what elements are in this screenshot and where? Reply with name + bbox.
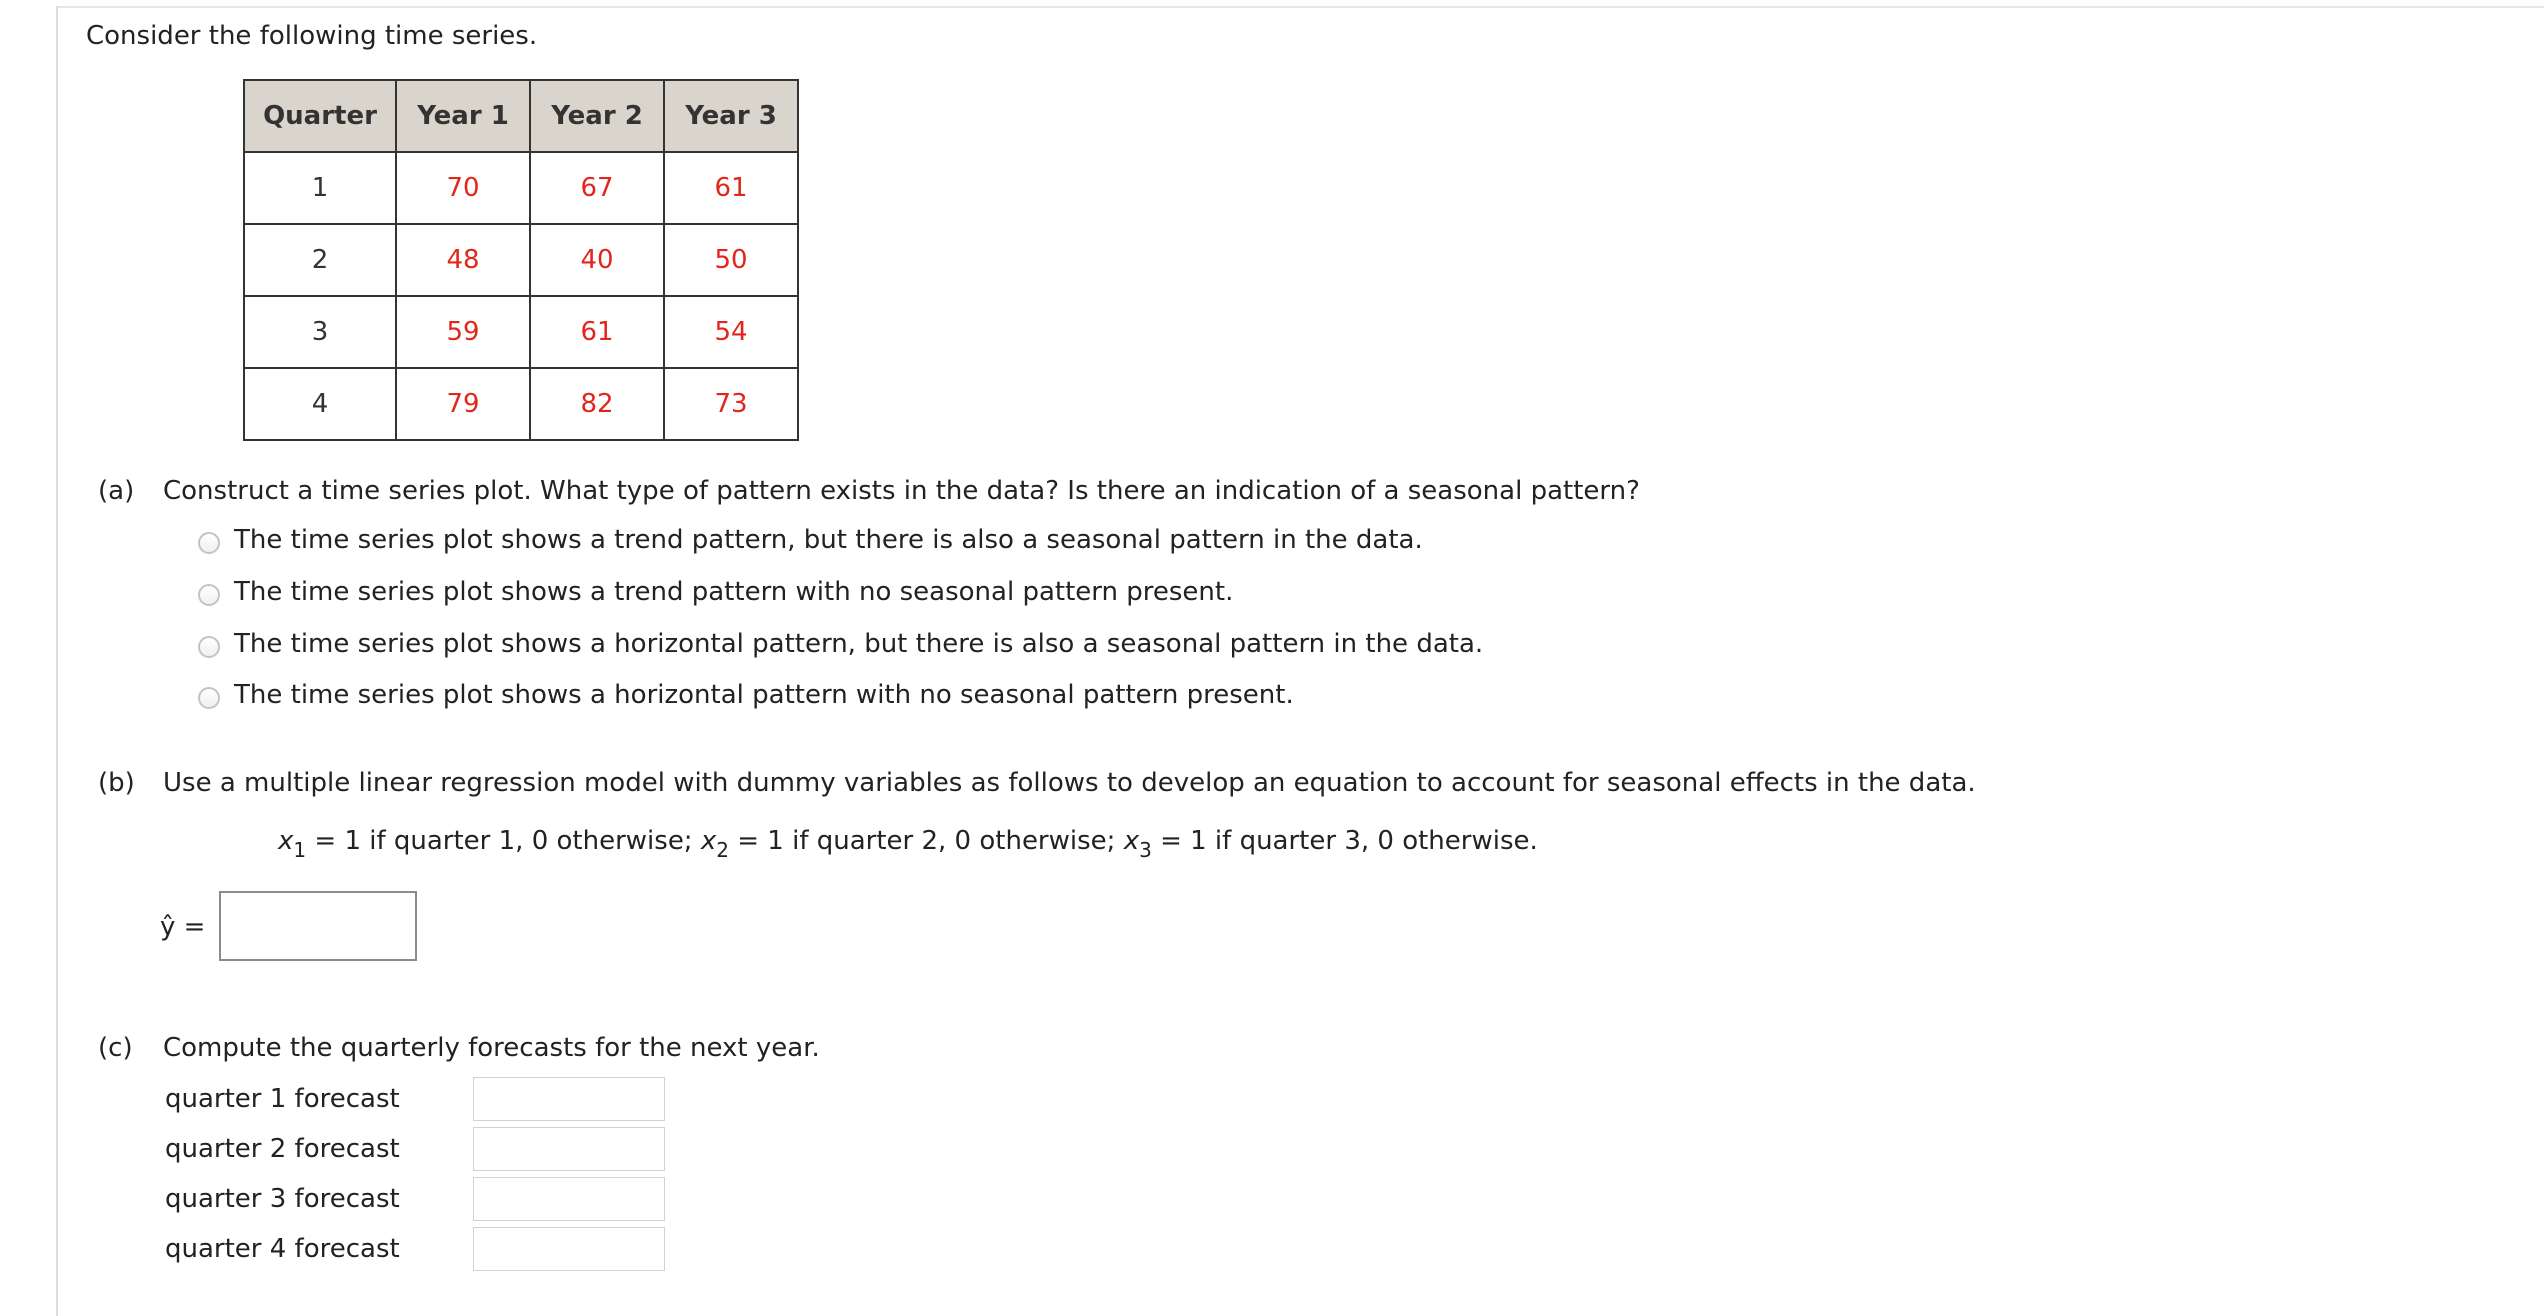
option-radio-1[interactable] (198, 532, 220, 554)
x3-var: x (1123, 826, 1140, 856)
value-cell: 61 (530, 296, 664, 368)
forecast-input-q1[interactable] (473, 1077, 665, 1121)
left-divider (56, 6, 58, 1316)
value-cell: 79 (396, 368, 530, 440)
option-label-4[interactable]: The time series plot shows a horizontal pattern with no seasonal pattern present. (234, 680, 1294, 710)
table-row (244, 152, 798, 224)
x2-sub: 2 (716, 838, 729, 862)
forecast-label-q2: quarter 2 forecast (165, 1134, 400, 1164)
yhat-input[interactable] (219, 891, 417, 961)
table-row (244, 296, 798, 368)
quarter-cell: 2 (244, 224, 396, 296)
table-row (244, 224, 798, 296)
value-cell: 70 (396, 152, 530, 224)
x2-def: = 1 if quarter 2, 0 otherwise; (728, 826, 1124, 856)
value-cell: 50 (664, 224, 798, 296)
dummy-variable-definitions (278, 824, 1538, 867)
header-quarter: Quarter (244, 80, 396, 152)
option-radio-3[interactable] (198, 636, 220, 658)
x2-var: x (700, 826, 717, 856)
forecast-input-q4[interactable] (473, 1227, 665, 1271)
table-header-row (244, 80, 798, 152)
top-divider (56, 6, 2544, 8)
value-cell: 82 (530, 368, 664, 440)
time-series-table (243, 79, 799, 441)
forecast-label-q3: quarter 3 forecast (165, 1184, 400, 1214)
value-cell: 59 (396, 296, 530, 368)
quarter-cell: 4 (244, 368, 396, 440)
quarter-cell: 3 (244, 296, 396, 368)
part-b-label: (b) (98, 768, 135, 798)
x3-def: = 1 if quarter 3, 0 otherwise. (1151, 826, 1538, 856)
part-c-label: (c) (98, 1033, 133, 1063)
value-cell: 48 (396, 224, 530, 296)
value-cell: 54 (664, 296, 798, 368)
option-radio-2[interactable] (198, 584, 220, 606)
x1-var: x (278, 826, 294, 856)
value-cell: 67 (530, 152, 664, 224)
x1-sub: 1 (293, 838, 307, 862)
forecast-label-q1: quarter 1 forecast (165, 1084, 400, 1114)
value-cell: 73 (664, 368, 798, 440)
x1-def: = 1 if quarter 1, 0 otherwise; (306, 826, 701, 856)
option-label-3[interactable]: The time series plot shows a horizontal pattern, but there is also a seasonal pattern in the data. (234, 629, 1484, 659)
table-row (244, 368, 798, 440)
x3-sub: 3 (1139, 838, 1152, 862)
forecast-input-q2[interactable] (473, 1127, 665, 1171)
forecast-label-q4: quarter 4 forecast (165, 1234, 400, 1264)
header-year-3: Year 3 (664, 80, 798, 152)
header-year-2: Year 2 (530, 80, 664, 152)
part-a-label: (a) (98, 476, 135, 506)
quarter-cell: 1 (244, 152, 396, 224)
part-c-question: Compute the quarterly forecasts for the next year. (163, 1033, 820, 1063)
part-b-question: Use a multiple linear regression model with dummy variables as follows to develop an equation to account for seasonal effects in the data. (163, 768, 1976, 798)
option-label-1[interactable]: The time series plot shows a trend pattern, but there is also a seasonal pattern in the data. (234, 525, 1423, 555)
part-a-question: Construct a time series plot. What type of pattern exists in the data? Is there an indication of a seasonal pattern? (163, 476, 1640, 506)
header-year-1: Year 1 (396, 80, 530, 152)
value-cell: 61 (664, 152, 798, 224)
intro-text: Consider the following time series. (86, 21, 538, 51)
option-radio-4[interactable] (198, 687, 220, 709)
yhat-label: ŷ = (160, 912, 206, 942)
option-label-2[interactable]: The time series plot shows a trend pattern with no seasonal pattern present. (234, 577, 1234, 607)
forecast-input-q3[interactable] (473, 1177, 665, 1221)
value-cell: 40 (530, 224, 664, 296)
